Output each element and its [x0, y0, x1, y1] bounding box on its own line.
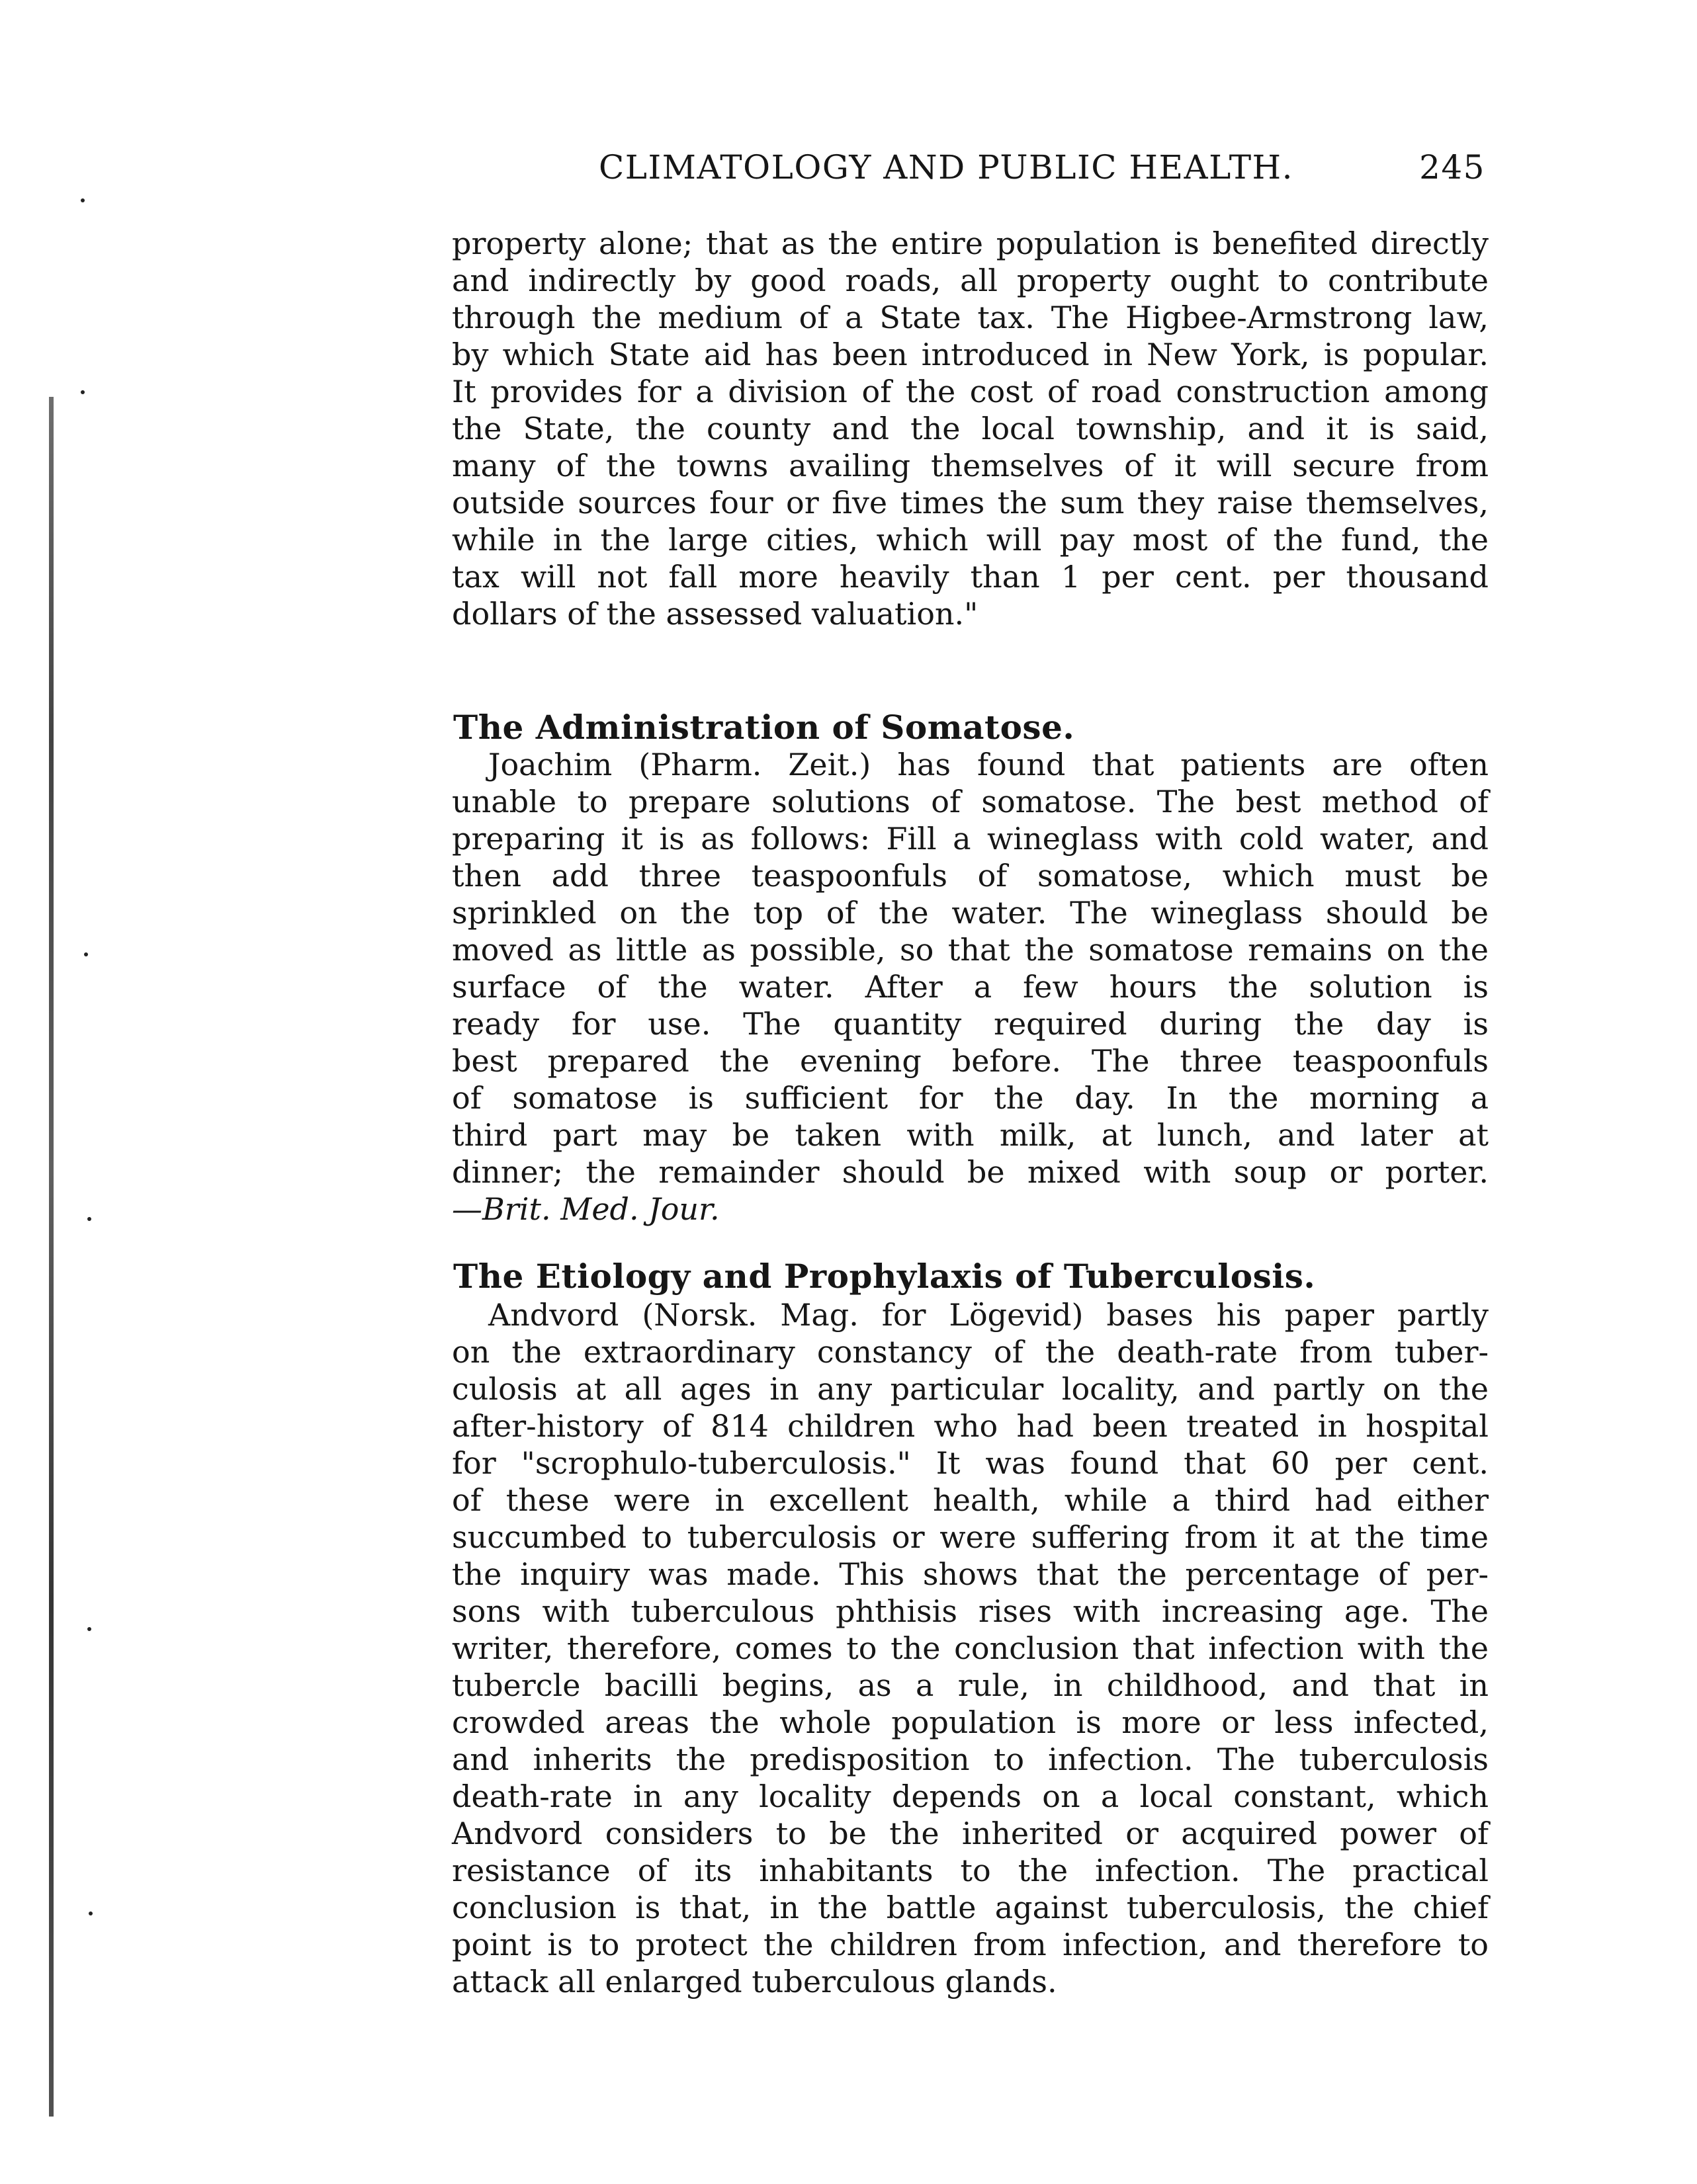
text-line: of somatose is sufficient for the day. In the morning a	[452, 1080, 1489, 1116]
continued-paragraph	[452, 225, 1489, 648]
text-line: culosis at all ages in any particular locality, and partly on the	[452, 1371, 1489, 1407]
page-speck	[87, 1627, 91, 1631]
page-speck	[84, 952, 88, 956]
text-line: death-rate in any locality depends on a local constant, which	[452, 1779, 1489, 1814]
binding-edge	[34, 79, 53, 2169]
text-line: after-history of 814 children who had been treated in hospital	[452, 1408, 1489, 1444]
text-line: sprinkled on the top of the water. The wineglass should be	[452, 895, 1489, 931]
text-line: then add three teaspoonfuls of somatose, which must be	[452, 858, 1489, 894]
text-line: tubercle bacilli begins, as a rule, in childhood, and that in	[452, 1667, 1489, 1703]
text-line: ready for use. The quantity required during the day is	[452, 1006, 1489, 1042]
page-number: 245	[1419, 148, 1485, 187]
page-speck	[81, 390, 85, 394]
text-line: the State, the county and the local township, and it is said,	[452, 411, 1489, 446]
paragraph-tuberculosis	[452, 1296, 1489, 2117]
page-speck	[81, 198, 85, 202]
text-line: many of the towns availing themselves of it will secure from	[452, 448, 1489, 483]
text-line: of these were in excellent health, while a third had either	[452, 1482, 1489, 1518]
text-line: crowded areas the whole population is more or less infected,	[452, 1704, 1489, 1740]
text-line: Andvord (Norsk. Mag. for Lögevid) bases his paper partly	[488, 1297, 1489, 1333]
text-line: by which State aid has been introduced in New York, is popular.	[452, 337, 1489, 372]
paragraph-somatose	[452, 746, 1489, 1236]
page-speck	[89, 1911, 93, 1915]
text-line: It provides for a division of the cost of road construction among	[452, 374, 1489, 409]
text-line: succumbed to tuberculosis or were suffering from it at the time	[452, 1519, 1489, 1555]
text-line: third part may be taken with milk, at lunch, and later at	[452, 1117, 1489, 1153]
text-line: dollars of the assessed valuation."	[452, 596, 979, 632]
text-line: while in the large cities, which will pay most of the fund, the	[452, 522, 1489, 558]
text-line: for "scrophulo-tuberculosis." It was found that 60 per cent.	[452, 1445, 1489, 1481]
text-line: on the extraordinary constancy of the death-rate from tuber-	[452, 1334, 1489, 1370]
text-line: preparing it is as follows: Fill a wineglass with cold water, and	[452, 821, 1489, 857]
text-line: through the medium of a State tax. The Higbee-Armstrong law,	[452, 300, 1489, 335]
text-line: property alone; that as the entire population is benefited directly	[452, 226, 1489, 261]
binding-rule	[49, 397, 54, 2117]
text-line: Joachim (Pharm. Zeit.) has found that patients are often	[488, 747, 1489, 782]
text-line: sons with tuberculous phthisis rises with increasing age. The	[452, 1593, 1489, 1629]
section-heading-somatose: The Administration of Somatose.	[453, 708, 1075, 747]
text-line: outside sources four or five times the sum they raise themselves,	[452, 485, 1489, 521]
text-line: the inquiry was made. This shows that the percentage of per-	[452, 1556, 1489, 1592]
text-line: and indirectly by good roads, all property ought to contribute	[452, 263, 1489, 298]
text-line: Andvord considers to be the inherited or acquired power of	[452, 1816, 1489, 1851]
text-line: tax will not fall more heavily than 1 per cent. per thousand	[452, 559, 1489, 595]
citation: —Brit. Med. Jour.	[452, 1191, 720, 1227]
page-speck	[87, 1217, 91, 1221]
text-line: point is to protect the children from infection, and therefore to	[452, 1927, 1489, 1962]
text-line: moved as little as possible, so that the somatose remains on the	[452, 932, 1489, 968]
text-line: resistance of its inhabitants to the infection. The practical	[452, 1853, 1489, 1888]
section-heading-tuberculosis: The Etiology and Prophylaxis of Tuberculosis.	[453, 1257, 1316, 1296]
text-line: conclusion is that, in the battle against tuberculosis, the chief	[452, 1890, 1489, 1925]
text-line: unable to prepare solutions of somatose. The best method of	[452, 784, 1489, 819]
running-head	[599, 144, 1485, 190]
text-line: surface of the water. After a few hours the solution is	[452, 969, 1489, 1005]
text-line: best prepared the evening before. The three teaspoonfuls	[452, 1043, 1489, 1079]
text-line: dinner; the remainder should be mixed with soup or porter.	[452, 1154, 1489, 1190]
text-line: attack all enlarged tuberculous glands.	[452, 1964, 1057, 1999]
text-line: and inherits the predisposition to infection. The tuberculosis	[452, 1742, 1489, 1777]
running-head-title: CLIMATOLOGY AND PUBLIC HEALTH.	[599, 148, 1294, 187]
text-line: writer, therefore, comes to the conclusion that infection with the	[452, 1630, 1489, 1666]
